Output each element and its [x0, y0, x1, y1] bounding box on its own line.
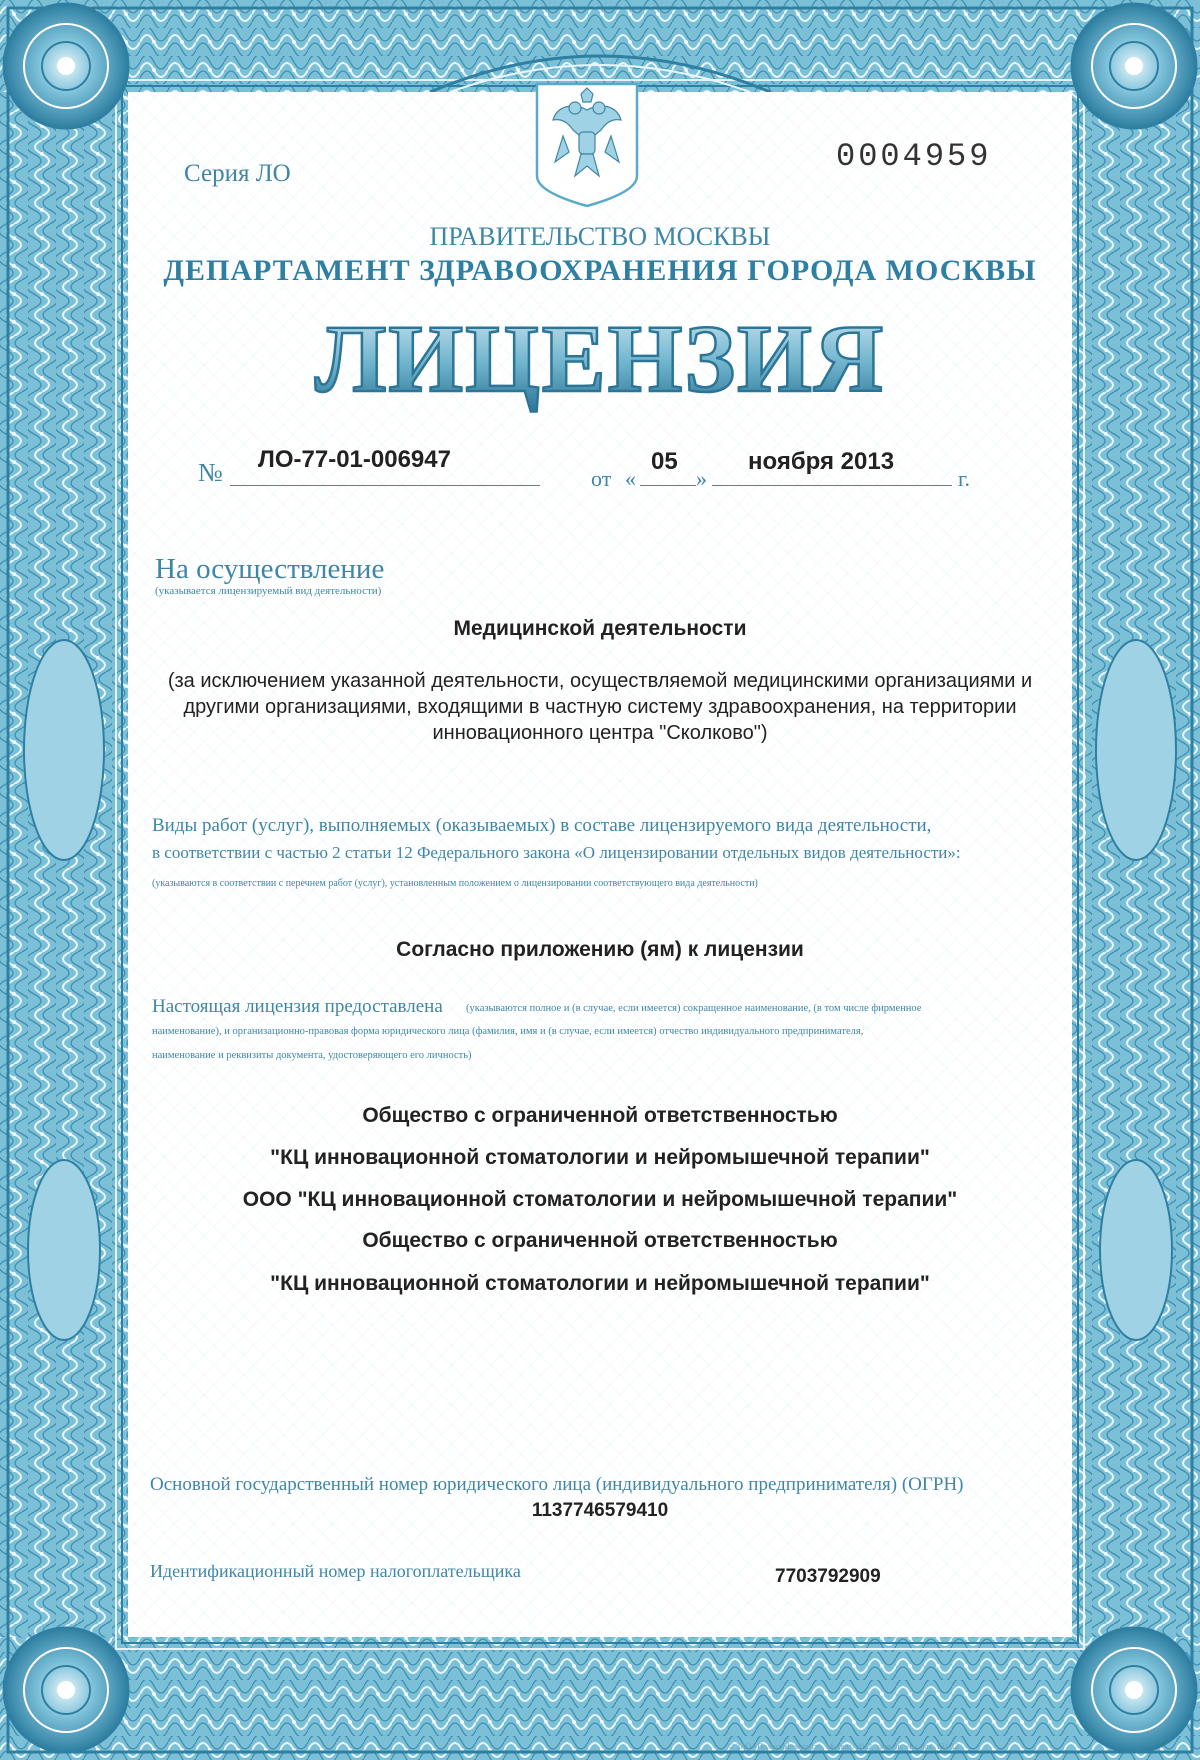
rosette-ornament-top-left: [4, 4, 128, 128]
serial-number: 0004959: [836, 138, 992, 175]
government-name: ПРАВИТЕЛЬСТВО МОСКВЫ: [429, 222, 771, 251]
quote-open: «: [625, 466, 636, 491]
org-line-3: ООО "КЦ инновационной стоматологии и нейромышечной терапии": [242, 1188, 958, 1211]
org-line-1: Общество с ограниченной ответственностью: [362, 1104, 838, 1127]
activity-heading-note: (указывается лицензируемый вид деятельности): [155, 585, 382, 597]
works-note: (указываются в соответствии с перечнем работ (услуг), установленным положением о лицензировании соответствующего вида деятельности): [152, 878, 758, 889]
rosette-ornament-bottom-right: [1072, 1628, 1196, 1752]
document-title: [0, 305, 1200, 415]
activity-exclusion: (за исключением указанной деятельности, осуществляемой медицинскими организациями и другими организациями, входящими в частную систему здравоохранения, на территории инновационного центра "Сколково"): [167, 670, 1033, 744]
department-name: ДЕПАРТАМЕНТ ЗДРАВООХРАНЕНИЯ ГОРОДА МОСКВЫ: [163, 254, 1037, 287]
license-number: ЛО-77-01-006947: [258, 446, 451, 473]
ogrn-value: 1137746579410: [531, 1500, 669, 1521]
granted-note-line1: (указываются полное и (в случае, если имеется) сокращенное наименование, (в том числе фирменное: [466, 1003, 922, 1014]
from-label: от: [591, 466, 612, 491]
activity-name: Медицинской деятельности: [453, 617, 747, 640]
granted-note-line3: наименование и реквизиты документа, удостоверяющего его личность): [152, 1050, 472, 1061]
granted-note-line2: наименование), и организационно-правовая форма юридического лица (фамилия, имя и (в случае, если имеется) отчество индивидуального предпринимателя,: [152, 1026, 864, 1037]
granted-heading: Настоящая лицензия предоставлена: [152, 996, 443, 1017]
double-headed-eagle-emblem: [533, 80, 641, 210]
org-line-5: "КЦ инновационной стоматологии и нейромышечной терапии": [270, 1272, 930, 1295]
rosette-ornament-top-right: [1072, 4, 1196, 128]
inn-value: 7703792909: [775, 1566, 881, 1587]
activity-heading: На осуществление: [155, 553, 385, 585]
year-suffix: г.: [958, 466, 971, 491]
works-label-line2: в соответствии с частью 2 статьи 12 Федерального закона «О лицензировании отдельных видов деятельности»:: [152, 843, 961, 862]
rosette-ornament-bottom-left: [4, 1628, 128, 1752]
series-label: Серия ЛО: [184, 160, 291, 187]
works-label-line1: Виды работ (услуг), выполняемых (оказываемых) в составе лицензируемого вида деятельности,: [152, 815, 932, 836]
issue-month-year: ноября 2013: [748, 448, 895, 475]
quote-close: »: [696, 466, 707, 491]
ogrn-label: Основной государственный номер юридического лица (индивидуального предпринимателя) (ОГРН): [150, 1474, 964, 1495]
org-line-4: Общество с ограниченной ответственностью: [362, 1229, 838, 1252]
month-underline: [712, 485, 952, 486]
issue-day: 05: [651, 448, 678, 475]
day-underline: [640, 485, 696, 486]
number-sign: №: [198, 458, 223, 487]
printer-imprint: © ЗАО «Полиграф-защита», Москва, 2012, уровень «Б», зак. 131-12: [728, 1742, 960, 1751]
license-title-text: ЛИЦЕНЗИЯ: [314, 305, 886, 412]
inn-label: Идентификационный номер налогоплательщика: [150, 1561, 521, 1581]
works-value: Согласно приложению (ям) к лицензии: [396, 938, 804, 961]
number-underline: [230, 485, 540, 486]
org-line-2: "КЦ инновационной стоматологии и нейромышечной терапии": [270, 1146, 930, 1169]
